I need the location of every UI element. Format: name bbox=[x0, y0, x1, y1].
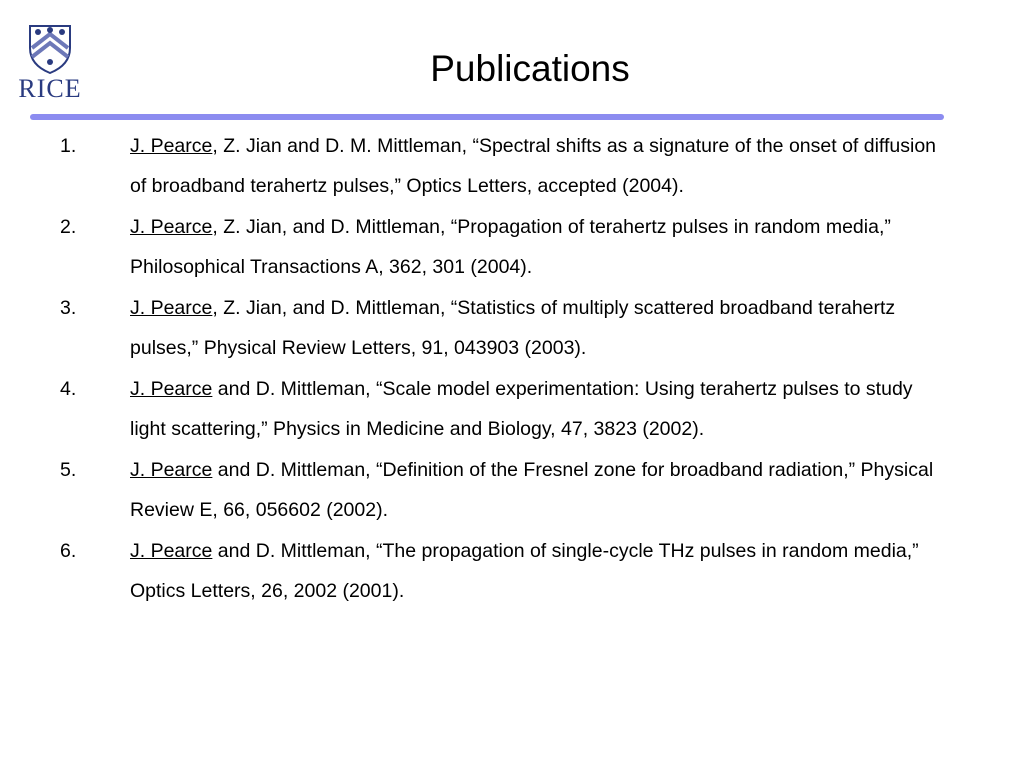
publication-list bbox=[0, 126, 1024, 612]
publication-item bbox=[0, 207, 940, 287]
publication-citation: and D. Mittleman, “Scale model experimentation: Using terahertz pulses to study light scattering,” Physics in Medicine and Biology, 47, 3823 (2002). bbox=[130, 378, 913, 440]
publication-number: 3. bbox=[60, 297, 77, 319]
publication-number: 2. bbox=[60, 216, 77, 238]
page-title: Publications bbox=[430, 48, 630, 89]
publication-citation: and D. Mittleman, “The propagation of single-cycle THz pulses in random media,” Optics Letters, 26, 2002 (2001). bbox=[130, 540, 919, 602]
publication-lead-author: J. Pearce bbox=[130, 297, 213, 319]
publication-number: 1. bbox=[60, 135, 77, 157]
publication-number: 4. bbox=[60, 378, 77, 400]
publication-lead-author: J. Pearce bbox=[130, 216, 213, 238]
publication-citation: , Z. Jian, and D. Mittleman, “Propagation of terahertz pulses in random media,” Philosophical Transactions A, 362, 301 (2004). bbox=[130, 216, 891, 278]
title-divider bbox=[30, 114, 944, 120]
publication-citation: and D. Mittleman, “Definition of the Fresnel zone for broadband radiation,” Physical Review E, 66, 056602 (2002). bbox=[130, 459, 934, 521]
publication-number: 6. bbox=[60, 540, 77, 562]
publication-citation: , Z. Jian, and D. Mittleman, “Statistics of multiply scattered broadband terahertz pulses,” Physical Review Letters, 91, 043903 (2003). bbox=[130, 297, 896, 359]
publication-number: 5. bbox=[60, 459, 77, 481]
publication-item bbox=[0, 531, 940, 611]
rice-shield-icon bbox=[28, 24, 72, 74]
publication-lead-author: J. Pearce bbox=[130, 459, 213, 481]
publication-lead-author: J. Pearce bbox=[130, 378, 213, 400]
publication-item bbox=[0, 450, 940, 530]
publication-item bbox=[0, 369, 940, 449]
logo-text: RICE bbox=[18, 74, 82, 103]
publication-lead-author: J. Pearce bbox=[130, 135, 213, 157]
rice-logo bbox=[14, 24, 86, 104]
publication-lead-author: J. Pearce bbox=[130, 540, 213, 562]
publication-item bbox=[0, 126, 940, 206]
publication-item bbox=[0, 288, 940, 368]
publication-citation: , Z. Jian and D. M. Mittleman, “Spectral shifts as a signature of the onset of diffusion of broadband terahertz pulses,” Optics Letters, accepted (2004). bbox=[130, 135, 937, 197]
